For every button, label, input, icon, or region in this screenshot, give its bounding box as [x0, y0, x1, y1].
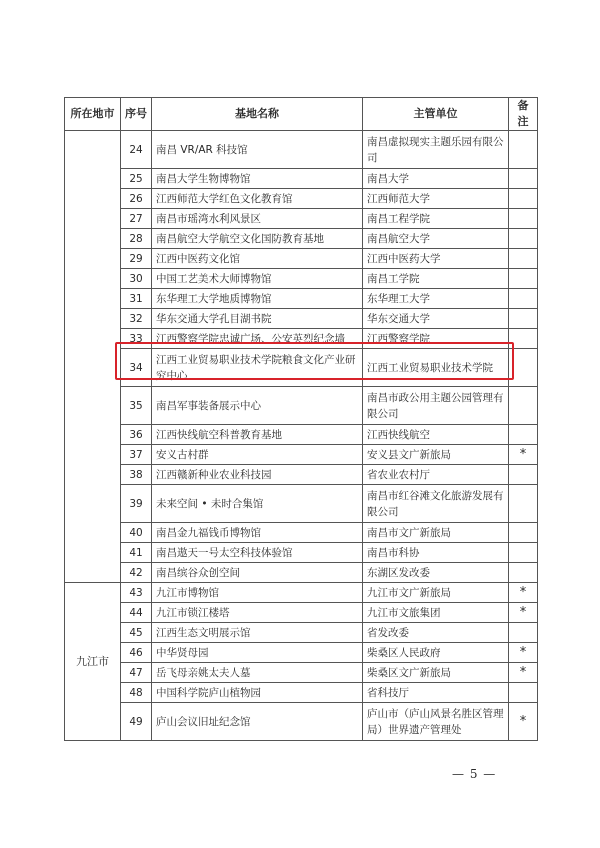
page-number: — 5 —	[452, 767, 497, 781]
table-row	[65, 523, 538, 543]
note-cell	[509, 169, 538, 189]
base-name-cell: 南昌军事装备展示中心	[152, 387, 363, 425]
table-row	[65, 543, 538, 563]
table-row	[65, 703, 538, 741]
number-cell: 30	[121, 269, 152, 289]
number-cell: 47	[121, 663, 152, 683]
number-cell: 28	[121, 229, 152, 249]
number-cell: 43	[121, 583, 152, 603]
note-cell	[509, 329, 538, 349]
header-authority: 主管单位	[363, 98, 509, 131]
authority-cell: 南昌虚拟现实主题乐园有限公司	[363, 131, 509, 169]
authority-cell: 东湖区发改委	[363, 563, 509, 583]
authority-cell: 东华理工大学	[363, 289, 509, 309]
number-cell: 39	[121, 485, 152, 523]
table-row	[65, 269, 538, 289]
authority-cell: 南昌工学院	[363, 269, 509, 289]
authority-cell: 省农业农村厅	[363, 465, 509, 485]
note-cell	[509, 189, 538, 209]
base-name-cell: 南昌市瑶湾水利风景区	[152, 209, 363, 229]
base-name-cell: 中国工艺美术大师博物馆	[152, 269, 363, 289]
number-cell: 44	[121, 603, 152, 623]
note-cell	[509, 289, 538, 309]
note-cell	[509, 683, 538, 703]
note-cell	[509, 349, 538, 387]
table-row	[65, 623, 538, 643]
number-cell: 34	[121, 349, 152, 387]
city-cell	[65, 131, 121, 583]
number-cell: 29	[121, 249, 152, 269]
header-city: 所在地市	[65, 98, 121, 131]
base-name-cell: 江西快线航空科普教育基地	[152, 425, 363, 445]
table-row	[65, 209, 538, 229]
base-name-cell: 未来空间 • 未时合集馆	[152, 485, 363, 523]
note-cell	[509, 485, 538, 523]
note-cell: *	[509, 583, 538, 603]
number-cell: 32	[121, 309, 152, 329]
authority-cell: 九江市文旅集团	[363, 603, 509, 623]
authority-cell: 南昌市红谷滩文化旅游发展有限公司	[363, 485, 509, 523]
table-row	[65, 425, 538, 445]
table-row	[65, 683, 538, 703]
note-cell	[509, 425, 538, 445]
note-cell	[509, 209, 538, 229]
table-row	[65, 289, 538, 309]
number-cell: 42	[121, 563, 152, 583]
note-cell	[509, 623, 538, 643]
number-cell: 26	[121, 189, 152, 209]
number-cell: 35	[121, 387, 152, 425]
table-row	[65, 465, 538, 485]
base-name-cell: 庐山会议旧址纪念馆	[152, 703, 363, 741]
note-cell: *	[509, 663, 538, 683]
header-base-name: 基地名称	[152, 98, 363, 131]
base-name-cell: 江西赣新种业农业科技园	[152, 465, 363, 485]
note-cell	[509, 269, 538, 289]
authority-cell: 南昌市文广新旅局	[363, 523, 509, 543]
table-body	[65, 131, 538, 741]
table-row	[65, 485, 538, 523]
base-name-cell: 南昌遨天一号太空科技体验馆	[152, 543, 363, 563]
city-cell: 九江市	[65, 583, 121, 741]
base-name-cell: 南昌大学生物博物馆	[152, 169, 363, 189]
authority-cell: 江西工业贸易职业技术学院	[363, 349, 509, 387]
authority-cell: 江西中医药大学	[363, 249, 509, 269]
authority-cell: 江西警察学院	[363, 329, 509, 349]
base-name-cell: 南昌金九福钱币博物馆	[152, 523, 363, 543]
table-row	[65, 329, 538, 349]
document-sheet	[64, 97, 537, 741]
authority-cell: 省发改委	[363, 623, 509, 643]
table-row	[65, 309, 538, 329]
note-cell	[509, 131, 538, 169]
base-name-cell: 南昌航空大学航空文化国防教育基地	[152, 229, 363, 249]
note-cell: *	[509, 445, 538, 465]
authority-cell: 安义县文广新旅局	[363, 445, 509, 465]
table-row	[65, 445, 538, 465]
base-name-cell: 江西中医药文化馆	[152, 249, 363, 269]
table-row	[65, 663, 538, 683]
authority-cell: 华东交通大学	[363, 309, 509, 329]
table-row	[65, 229, 538, 249]
note-cell	[509, 563, 538, 583]
table-row	[65, 387, 538, 425]
base-name-cell: 江西工业贸易职业技术学院粮食文化产业研究中心	[152, 349, 363, 387]
base-name-cell: 南昌 VR/AR 科技馆	[152, 131, 363, 169]
number-cell: 25	[121, 169, 152, 189]
table-row	[65, 169, 538, 189]
base-name-cell: 华东交通大学孔目湖书院	[152, 309, 363, 329]
base-list-table	[64, 97, 538, 741]
number-cell: 45	[121, 623, 152, 643]
header-note: 备注	[509, 98, 538, 131]
note-cell	[509, 465, 538, 485]
base-name-cell: 岳飞母亲姚太夫人墓	[152, 663, 363, 683]
note-cell: *	[509, 703, 538, 741]
note-cell	[509, 249, 538, 269]
number-cell: 27	[121, 209, 152, 229]
authority-cell: 九江市文广新旅局	[363, 583, 509, 603]
base-name-cell: 安义古村群	[152, 445, 363, 465]
note-cell	[509, 523, 538, 543]
authority-cell: 柴桑区人民政府	[363, 643, 509, 663]
authority-cell: 南昌航空大学	[363, 229, 509, 249]
authority-cell: 省科技厅	[363, 683, 509, 703]
authority-cell: 江西师范大学	[363, 189, 509, 209]
table-row	[65, 563, 538, 583]
authority-cell: 南昌市政公用主题公园管理有限公司	[363, 387, 509, 425]
table-row	[65, 603, 538, 623]
base-name-cell: 九江市锁江楼塔	[152, 603, 363, 623]
note-cell	[509, 309, 538, 329]
number-cell: 36	[121, 425, 152, 445]
header-number: 序号	[121, 98, 152, 131]
base-name-cell: 中国科学院庐山植物园	[152, 683, 363, 703]
authority-cell: 南昌大学	[363, 169, 509, 189]
table-row	[65, 349, 538, 387]
note-cell	[509, 229, 538, 249]
table-header-row	[65, 98, 538, 131]
table-row	[65, 643, 538, 663]
number-cell: 31	[121, 289, 152, 309]
authority-cell: 南昌工程学院	[363, 209, 509, 229]
number-cell: 33	[121, 329, 152, 349]
number-cell: 24	[121, 131, 152, 169]
number-cell: 37	[121, 445, 152, 465]
table-row	[65, 249, 538, 269]
authority-cell: 柴桑区文广新旅局	[363, 663, 509, 683]
base-name-cell: 东华理工大学地质博物馆	[152, 289, 363, 309]
note-cell	[509, 387, 538, 425]
table-row	[65, 131, 538, 169]
table-row	[65, 189, 538, 209]
number-cell: 38	[121, 465, 152, 485]
authority-cell: 庐山市（庐山风景名胜区管理局）世界遗产管理处	[363, 703, 509, 741]
number-cell: 40	[121, 523, 152, 543]
number-cell: 41	[121, 543, 152, 563]
number-cell: 48	[121, 683, 152, 703]
authority-cell: 江西快线航空	[363, 425, 509, 445]
authority-cell: 南昌市科协	[363, 543, 509, 563]
base-name-cell: 江西生态文明展示馆	[152, 623, 363, 643]
note-cell	[509, 543, 538, 563]
base-name-cell: 南昌缤谷众创空间	[152, 563, 363, 583]
note-cell: *	[509, 643, 538, 663]
base-name-cell: 九江市博物馆	[152, 583, 363, 603]
base-name-cell: 江西师范大学红色文化教育馆	[152, 189, 363, 209]
number-cell: 46	[121, 643, 152, 663]
table-row	[65, 583, 538, 603]
base-name-cell: 江西警察学院忠诚广场、公安英烈纪念墙	[152, 329, 363, 349]
number-cell: 49	[121, 703, 152, 741]
base-name-cell: 中华贤母园	[152, 643, 363, 663]
note-cell: *	[509, 603, 538, 623]
